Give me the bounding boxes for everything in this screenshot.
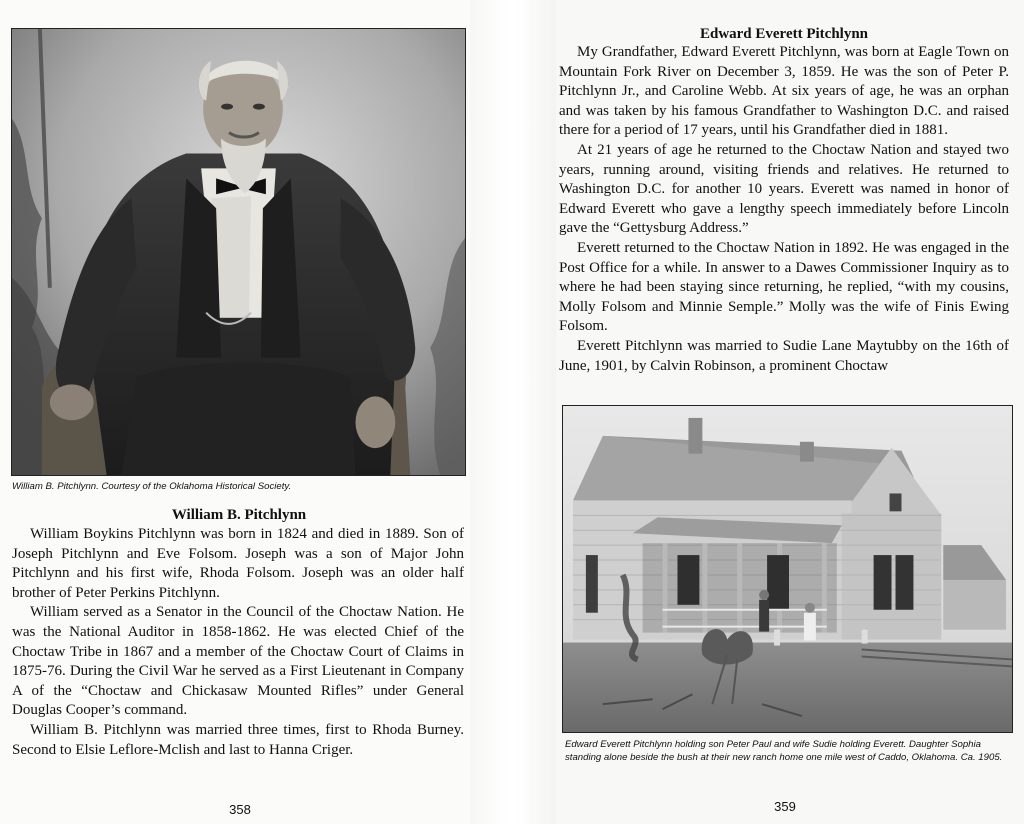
farmhouse-caption: Edward Everett Pitchlynn holding son Peter Paul and wife Sudie holding Everett. Daughter Sophia standing alone beside the bush at their new ranch home one mile west of Caddo, Oklahoma. Ca. 1905. <box>565 739 1003 763</box>
right-paragraph: My Grandfather, Edward Everett Pitchlynn, was born at Eagle Town on Mountain Fork River on December 3, 1859. He was the son of Peter P. Pitchlynn Jr., and Caroline Webb. At six years of age, he was an orphan and was taken by his famous Grandfather to Washington D.C. and raised there for a period of 17 years, until his Grandfather died in 1881. <box>559 44 1009 139</box>
portrait-caption: William B. Pitchlynn. Courtesy of the Oklahoma Historical Society. <box>12 481 292 492</box>
left-page-number: 358 <box>229 802 251 817</box>
right-paragraph: At 21 years of age he returned to the Choctaw Nation and stayed two years, running around, visiting friends and relatives. He returned to Washington D.C. for another 10 years. Everett was named in honor of Edward Everett who gave a lengthy speech immediately before Lincoln gave the “Gettysburg Address.” <box>559 141 1009 237</box>
right-body-text <box>559 43 1009 403</box>
left-paragraph: William B. Pitchlynn was married three times, first to Rhoda Burney. Second to Elsie Leflore-Mclish and last to Hanna Criger. <box>12 721 464 758</box>
right-section-heading: Edward Everett Pitchlynn <box>699 26 869 42</box>
right-paragraph: Everett Pitchlynn was married to Sudie Lane Maytubby on the 16th of June, 1901, by Calvin Robinson, a prominent Choctaw <box>559 337 1009 374</box>
left-body-text <box>12 525 464 760</box>
left-section-heading: William B. Pitchlynn <box>171 507 307 523</box>
right-paragraph: Everett returned to the Choctaw Nation in 1892. He was engaged in the Post Office for a while. In answer to a Dawes Commissioner Inquiry as to where he had been staying since returning, he replied, “with my cousins, Molly Folsom and Minnie Semple.” Molly was the wife of Finis Ewing Folsom. <box>559 239 1009 335</box>
book-gutter <box>470 0 556 824</box>
left-paragraph: William Boykins Pitchlynn was born in 1824 and died in 1889. Son of Joseph Pitchlynn and Eve Folsom. Joseph was a son of Major John Pitchlynn and his first wife, Rhoda Folsom. Joseph was an older half brother of Peter Perkins Pitchlynn. <box>12 526 464 601</box>
farmhouse-photo <box>562 405 1013 733</box>
right-page-number: 359 <box>774 799 796 814</box>
portrait-photo <box>11 28 466 476</box>
left-paragraph: William served as a Senator in the Council of the Choctaw Nation. He was the National Auditor in 1858-1862. He was elected Chief of the Choctaw Tribe in 1867 and a member of the Choctaw Court of Claims in 1875-76. During the Civil War he served as a First Lieutenant in Company A of the “Choctaw and Chickasaw Mounted Rifles” under General Douglas Cooper’s command. <box>12 604 464 719</box>
